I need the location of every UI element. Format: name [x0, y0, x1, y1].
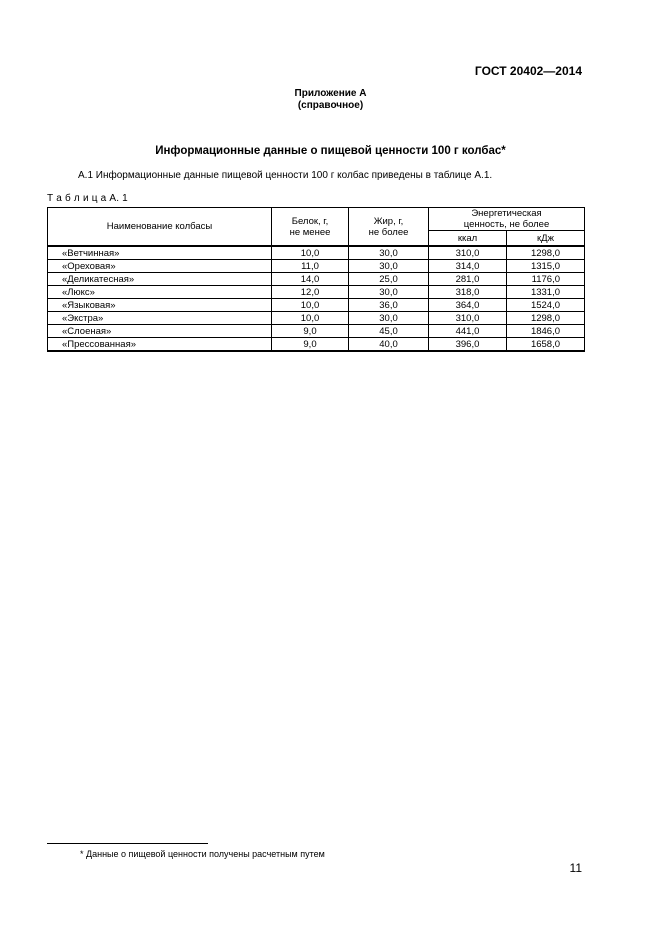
cell-kj: 1298,0 — [507, 312, 585, 325]
cell-name: «Слоеная» — [48, 325, 272, 338]
cell-kcal: 441,0 — [429, 325, 507, 338]
cell-kcal: 310,0 — [429, 312, 507, 325]
header-energy-line1: Энергетическая — [471, 208, 542, 219]
cell-name: «Ветчинная» — [48, 246, 272, 260]
cell-kj: 1846,0 — [507, 325, 585, 338]
cell-protein: 10,0 — [272, 299, 349, 312]
cell-fat: 25,0 — [349, 273, 429, 286]
cell-protein: 12,0 — [272, 286, 349, 299]
cell-kj: 1315,0 — [507, 260, 585, 273]
cell-protein: 11,0 — [272, 260, 349, 273]
cell-protein: 9,0 — [272, 325, 349, 338]
table-row — [48, 246, 585, 260]
table-row — [48, 312, 585, 325]
cell-name: «Ореховая» — [48, 260, 272, 273]
header-fat-line2: не более — [368, 226, 409, 238]
table-row — [48, 325, 585, 338]
cell-kcal: 396,0 — [429, 338, 507, 352]
table-row — [48, 286, 585, 299]
appendix-heading — [0, 88, 661, 112]
cell-kj: 1524,0 — [507, 299, 585, 312]
cell-kcal: 281,0 — [429, 273, 507, 286]
table-row — [48, 260, 585, 273]
cell-protein: 10,0 — [272, 312, 349, 325]
header-protein-line2: не менее — [289, 226, 331, 238]
cell-kj: 1658,0 — [507, 338, 585, 352]
cell-protein: 9,0 — [272, 338, 349, 352]
cell-fat: 30,0 — [349, 260, 429, 273]
cell-kcal: 310,0 — [429, 246, 507, 260]
header-energy — [429, 208, 585, 231]
cell-name: «Прессованная» — [48, 338, 272, 352]
cell-fat: 30,0 — [349, 286, 429, 299]
cell-fat: 40,0 — [349, 338, 429, 352]
header-name: Наименование колбасы — [48, 208, 272, 247]
cell-kcal: 364,0 — [429, 299, 507, 312]
footnote-divider — [47, 843, 208, 844]
cell-kcal: 318,0 — [429, 286, 507, 299]
cell-fat: 45,0 — [349, 325, 429, 338]
cell-name: «Люкс» — [48, 286, 272, 299]
cell-protein: 10,0 — [272, 246, 349, 260]
cell-kj: 1176,0 — [507, 273, 585, 286]
cell-kcal: 314,0 — [429, 260, 507, 273]
table-row — [48, 299, 585, 312]
footnote: * Данные о пищевой ценности получены расчетным путем — [80, 849, 325, 859]
page-number: 11 — [569, 861, 582, 875]
document-number: ГОСТ 20402—2014 — [474, 64, 582, 78]
cell-fat: 30,0 — [349, 312, 429, 325]
header-energy-line2: ценность, не более — [463, 219, 550, 230]
cell-name: «Экстра» — [48, 312, 272, 325]
appendix-title: Приложение А — [294, 88, 367, 99]
header-fat — [349, 208, 429, 247]
table-row — [48, 273, 585, 286]
table-row — [48, 338, 585, 352]
section-title: Информационные данные о пищевой ценности 100 г колбас* — [155, 145, 506, 157]
cell-kj: 1298,0 — [507, 246, 585, 260]
appendix-type: (справочное) — [297, 100, 364, 111]
cell-kj: 1331,0 — [507, 286, 585, 299]
cell-name: «Языковая» — [48, 299, 272, 312]
header-protein — [272, 208, 349, 247]
cell-fat: 36,0 — [349, 299, 429, 312]
header-kj: кДж — [507, 231, 585, 247]
cell-protein: 14,0 — [272, 273, 349, 286]
intro-paragraph: А.1 Информационные данные пищевой ценности 100 г колбас приведены в таблице А.1. — [78, 170, 493, 181]
table-caption: Т а б л и ц а А. 1 — [47, 193, 128, 204]
header-kcal: ккал — [429, 231, 507, 247]
nutrition-table — [47, 207, 585, 352]
cell-name: «Деликатесная» — [48, 273, 272, 286]
cell-fat: 30,0 — [349, 246, 429, 260]
header-fat-line1: Жир, г, — [373, 215, 404, 227]
header-protein-line1: Белок, г, — [291, 215, 329, 227]
